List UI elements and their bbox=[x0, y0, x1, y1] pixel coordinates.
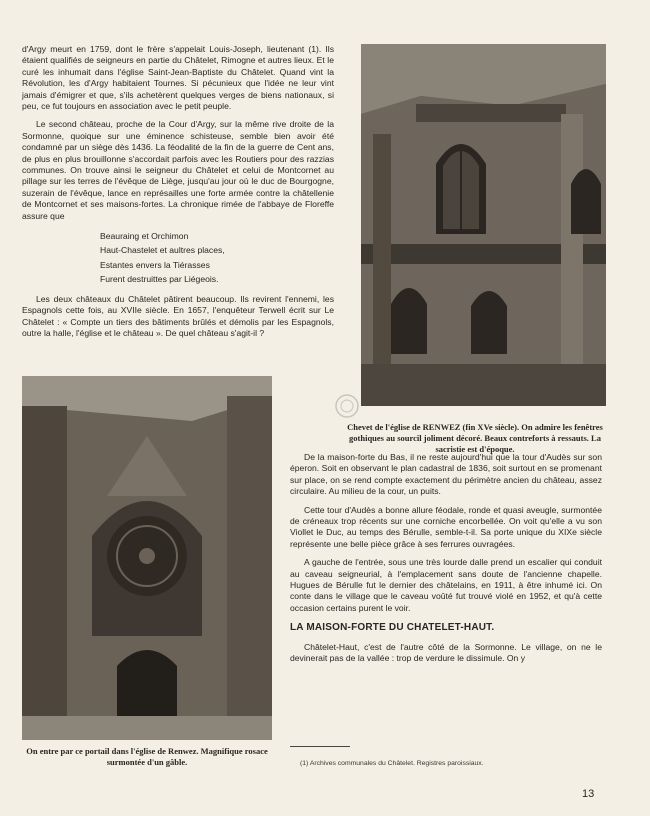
church-portal-photo bbox=[22, 376, 272, 740]
church-chevet-photo bbox=[361, 44, 606, 406]
poem-line: Beauraing et Orchimon bbox=[100, 231, 189, 242]
text-column-right bbox=[290, 452, 602, 672]
paragraph: De la maison-forte du Bas, il ne reste aujourd'hui que la tour d'Audès sur son éperon. Soit en observant le plan cadastral de 1836, soit surtout en se promenant sur place, on se rend compte exactement du périmètre ancien du château, assez circulaire. Au milieu de la cour, un puits. bbox=[290, 452, 602, 497]
poem-line: Furent destruittes par Liégeois. bbox=[100, 273, 219, 284]
photo-caption-bottom: On entre par ce portail dans l'église de Renwez. Magnifique rosace surmontée d'un gâble. bbox=[26, 746, 268, 767]
church-portal-illustration bbox=[22, 376, 272, 740]
paragraph: Le second château, proche de la Cour d'Argy, sur la même rive droite de la Sormonne, quoique sur une éminence schisteuse, semble bien avoir été condamné par un siège dès 1436. La féodalité de la fin de la guerre de Cent ans, de plus en plus brouillonne s'accordait parfois avec les Routiers pour des razzias communes. On trouve ainsi le seigneur du Châtelet et celui de Montcornet au pillage sur les terres de l'évêque de Liège, jusqu'au jour où le duc de Bourgogne, suzerain de l'évêque, lance en représailles une forte armée contre la châtellenie de Montcornet et ses maisons-fortes. La chronique rimée de l'abbaye de Floreffe assure que bbox=[22, 119, 334, 221]
poem-quote bbox=[100, 229, 334, 286]
footnote-divider bbox=[290, 746, 350, 747]
library-stamp bbox=[334, 393, 360, 419]
poem-line: Estantes envers la Tiérasses bbox=[100, 259, 210, 270]
church-chevet-illustration bbox=[361, 44, 606, 406]
page-number: 13 bbox=[582, 788, 595, 800]
photo-caption-top: Chevet de l'église de RENWEZ (fin XVe siècle). On admire les fenêtres gothiques au sourcil joliment décoré. Beaux contreforts à ressauts. La sacristie est d'époque. bbox=[347, 422, 603, 454]
paragraph: d'Argy meurt en 1759, dont le frère s'appelait Louis-Joseph, lieutenant (1). Ils étaient qualifiés de seigneurs en partie du Châtelet, Rimogne et autres lieux. Et le curé les inhumait dans l'église Saint-Jean-Baptiste du Châtelet. Quand vint la Révolution, les d'Argy habitaient Tournes. Si pécunieux que l'idée ne leur vint jamais d'émigrer et que, s'ils achetèrent quelques verges de biens nationaux, si peu, ce fut toujours en association avec le petit peuple. bbox=[22, 44, 334, 112]
text-column-left bbox=[22, 44, 334, 347]
paragraph: Châtelet-Haut, c'est de l'autre côté de la Sormonne. Le village, on ne le devinerait pas de la vallée : trop de verdure le dissimule. On y bbox=[290, 641, 602, 664]
footnote: (1) Archives communales du Châtelet. Registres paroissiaux. bbox=[300, 760, 484, 767]
paragraph: Les deux châteaux du Châtelet pâtirent beaucoup. Ils revirent l'ennemi, les Espagnols cette fois, au XVIIe siècle. En 1657, l'enquêteur Terwell écrit sur Le Châtelet : « Compte un tiers des bâtiments brûlés et démolis par les Espagnols, outre la halle, l'église et le château ». De quel château s'agit-il ? bbox=[22, 293, 334, 339]
paragraph: A gauche de l'entrée, sous une très lourde dalle prend un escalier qui conduit au caveau seigneurial, à l'emplacement sans doute de l'ancienne chapelle. Hugues de Bérulle fut le dernier des châtelains, en 1911, à être inhumé ici. On conte dans le village que le caveau voûté fut trouvé violé en 1952, et qu'à cette occasion certains purent le voir. bbox=[290, 557, 602, 613]
paragraph: Cette tour d'Audès a bonne allure féodale, ronde et quasi aveugle, surmontée de créneaux trop récents sur une corniche encorbellée. On voit qu'elle a vu son Viollet le Duc, au temps des Bérulle, semble-t-il. Sa porte unique du XIXe siècle représente une belle pièce grâce à ses ferrures ouvragées. bbox=[290, 504, 602, 549]
poem-line: Haut-Chastelet et aultres places, bbox=[100, 245, 225, 256]
section-title: LA MAISON-FORTE DU CHATELET-HAUT. bbox=[290, 622, 495, 634]
